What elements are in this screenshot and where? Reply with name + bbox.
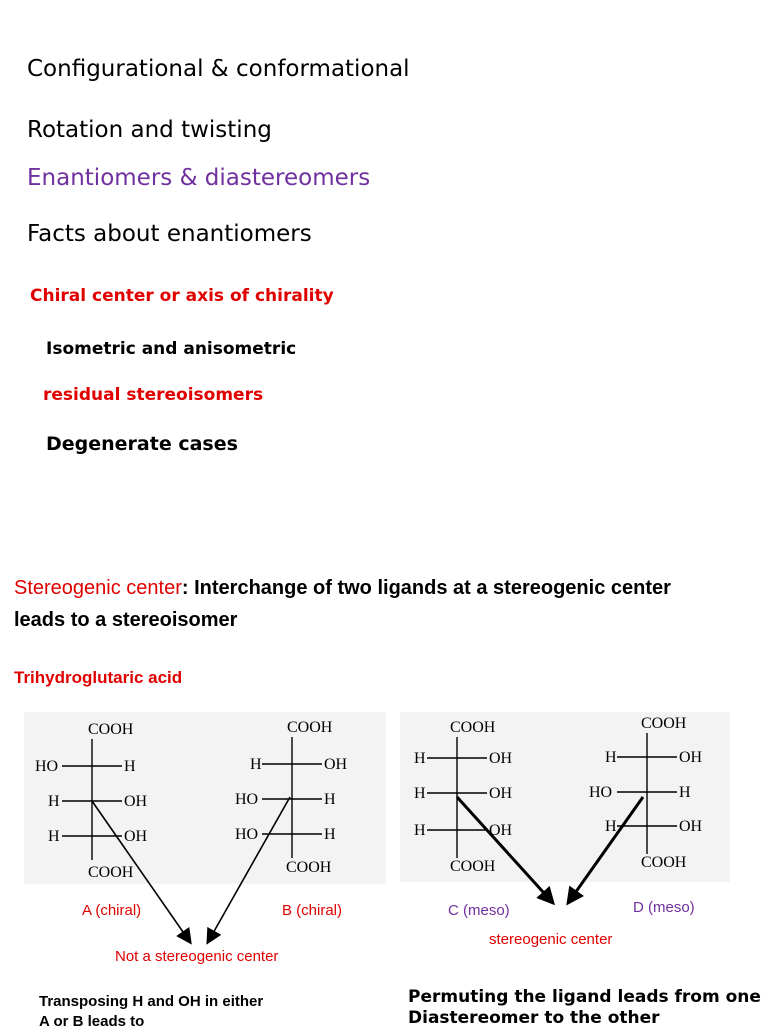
fischer-d-top: COOH bbox=[641, 715, 687, 732]
fischer-d-r3-right: OH bbox=[679, 818, 703, 835]
fischer-d-bottom: COOH bbox=[641, 854, 687, 871]
fischer-a-bottom: COOH bbox=[88, 864, 134, 881]
definition-text-1: Interchange of two ligands at a stereogenic center bbox=[188, 577, 671, 599]
fischer-d-r3-left: H bbox=[605, 818, 617, 835]
label-not-stereogenic: Not a stereogenic center bbox=[115, 948, 279, 965]
fischer-b-r2-left: HO bbox=[235, 791, 259, 808]
definition-term: Stereogenic center bbox=[14, 577, 182, 599]
arrow-b-to-center bbox=[208, 797, 290, 942]
fischer-b-r1-right: OH bbox=[324, 756, 348, 773]
fischer-a-r2-right: OH bbox=[124, 793, 148, 810]
fischer-c-r1-right: OH bbox=[489, 750, 513, 767]
fischer-a-r3-left: H bbox=[48, 828, 60, 845]
fischer-b-r3-right: H bbox=[324, 826, 336, 843]
fischer-b-bottom: COOH bbox=[286, 859, 332, 876]
topic-facts-enantiomers: Facts about enantiomers bbox=[27, 221, 312, 247]
label-b-chiral: B (chiral) bbox=[282, 902, 343, 919]
label-stereogenic: stereogenic center bbox=[489, 931, 613, 948]
topic-configurational: Configurational & conformational bbox=[27, 56, 410, 82]
fischer-c-r3-left: H bbox=[414, 822, 426, 839]
note-right-line1: Permuting the ligand leads from one bbox=[408, 987, 761, 1007]
fischer-c-r1-left: H bbox=[414, 750, 426, 767]
fischer-b-top: COOH bbox=[287, 719, 333, 736]
label-d-meso: D (meso) bbox=[633, 899, 695, 916]
fischer-a-r3-right: OH bbox=[124, 828, 148, 845]
fischer-c-r2-left: H bbox=[414, 785, 426, 802]
arrow-a-to-center bbox=[92, 801, 190, 942]
topic-enantiomers-diastereomers: Enantiomers & diastereomers bbox=[27, 165, 371, 191]
arrow-c-to-center bbox=[457, 797, 553, 903]
topic-isometric: Isometric and anisometric bbox=[46, 339, 297, 359]
note-left-line2: A or B leads to bbox=[39, 1013, 145, 1030]
fischer-a-r2-left: H bbox=[48, 793, 60, 810]
topic-chiral-center: Chiral center or axis of chirality bbox=[30, 286, 334, 306]
fischer-a-r1-left: HO bbox=[35, 758, 59, 775]
fischer-c-top: COOH bbox=[450, 719, 496, 736]
fischer-d-r1-right: OH bbox=[679, 749, 703, 766]
fischer-b-r2-right: H bbox=[324, 791, 336, 808]
fischer-d-r1-left: H bbox=[605, 749, 617, 766]
topic-rotation: Rotation and twisting bbox=[27, 117, 272, 143]
definition-colon: : bbox=[181, 577, 189, 599]
example-title: Trihydroglutaric acid bbox=[14, 668, 183, 687]
arrow-d-to-center bbox=[568, 797, 643, 903]
fischer-c-bottom: COOH bbox=[450, 858, 496, 875]
note-right-line2: Diastereomer to the other bbox=[408, 1008, 660, 1028]
topic-residual: residual stereoisomers bbox=[43, 385, 264, 405]
fischer-a-top: COOH bbox=[88, 721, 134, 738]
fischer-b-r3-left: HO bbox=[235, 826, 259, 843]
label-c-meso: C (meso) bbox=[448, 902, 510, 919]
topic-degenerate: Degenerate cases bbox=[46, 433, 238, 455]
fischer-a-r1-right: H bbox=[124, 758, 136, 775]
label-a-chiral: A (chiral) bbox=[82, 902, 142, 919]
fischer-c-r3-right: OH bbox=[489, 822, 513, 839]
definition-line2: leads to a stereoisomer bbox=[14, 609, 238, 631]
fischer-d-r2-left: HO bbox=[589, 784, 613, 801]
fischer-b-r1-left: H bbox=[250, 756, 262, 773]
fischer-d-r2-right: H bbox=[679, 784, 691, 801]
fischer-c-r2-right: OH bbox=[489, 785, 513, 802]
note-left-line1: Transposing H and OH in either bbox=[39, 993, 264, 1010]
